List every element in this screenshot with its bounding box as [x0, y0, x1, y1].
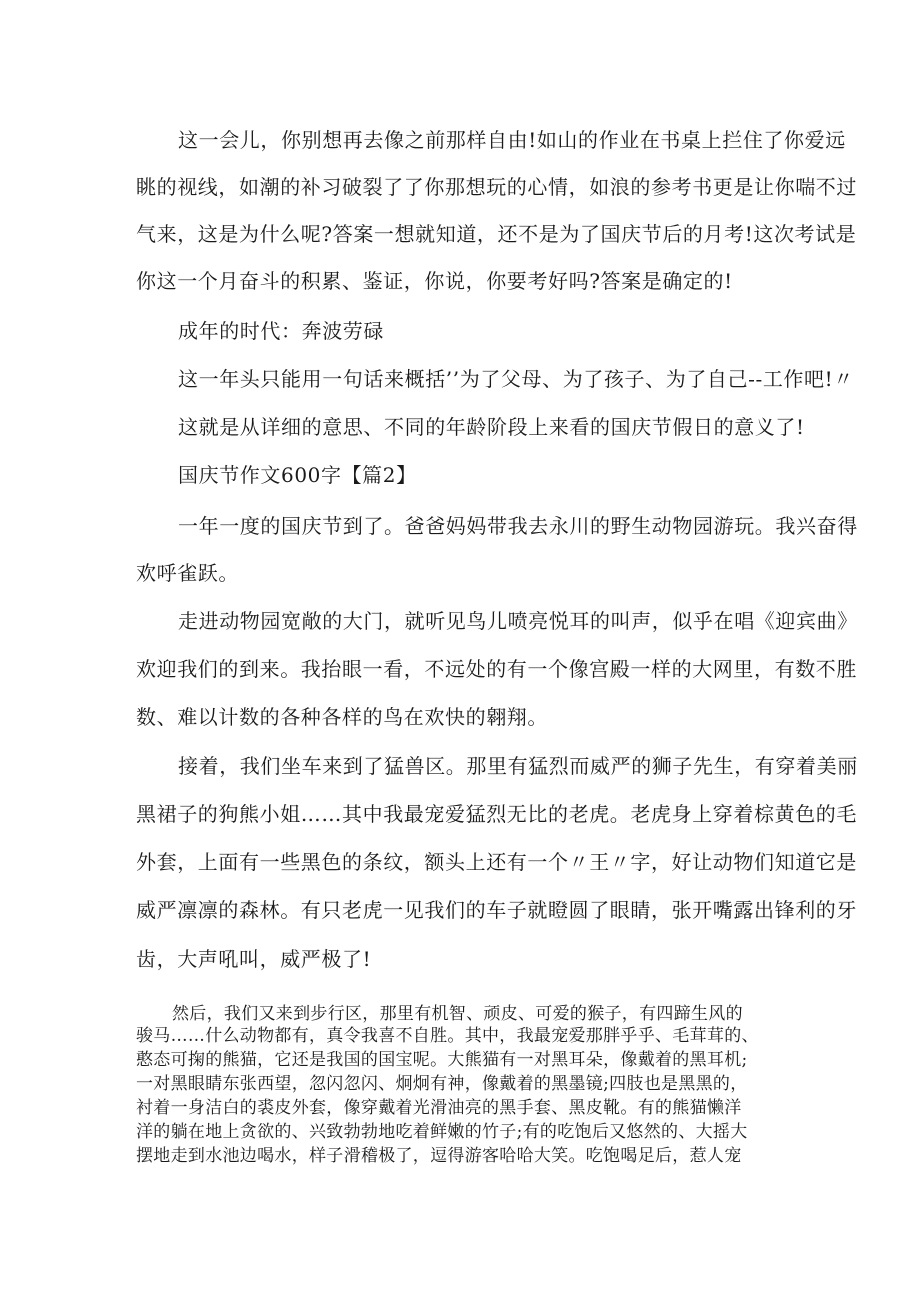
article-title: 国庆节作文600字【篇2】 [178, 463, 417, 487]
paragraph-line: 黑裙子的狗熊小姐……其中我最宠爱猛烈无比的老虎。老虎身上穿着棕黄色的毛 [136, 802, 857, 826]
paragraph-line: 这一会儿，你别想再去像之前那样自由!如山的作业在书桌上拦住了你爱远 [178, 128, 846, 152]
paragraph-line: 齿，大声吼叫，威严极了! [136, 947, 372, 971]
paragraph-line: 你这一个月奋斗的积累、鉴证，你说，你要考好吗?答案是确定的! [136, 269, 733, 293]
paragraph-line: 这一年头只能用一句话来概括’’为了父母、为了孩子、为了自己--工作吧!〃 [178, 367, 854, 391]
paragraph-line: 洋的躺在地上贪欲的、兴致勃勃地吃着鲜嫩的竹子;有的吃饱后又悠然的、大摇大 [136, 1122, 748, 1142]
paragraph-line: 走进动物园宽敞的大门，就听见鸟儿喷亮悦耳的叫声，似乎在唱《迎宾曲》 [178, 609, 858, 633]
paragraph-line: 这就是从详细的意思、不同的年龄阶段上来看的国庆节假日的意义了! [178, 415, 805, 439]
paragraph-line: 欢迎我们的到来。我抬眼一看，不远处的有一个像宫殿一样的大网里，有数不胜 [136, 657, 857, 681]
paragraph-line: 骏马……什么动物都有，真令我喜不自胜。其中，我最宠爱那胖乎乎、毛茸茸的、 [136, 1026, 759, 1046]
paragraph-line: 衬着一身洁白的裘皮外套，像穿戴着光滑油亮的黑手套、黑皮靴。有的熊猫懒洋 [136, 1098, 742, 1118]
paragraph-line: 数、难以计数的各种各样的鸟在欢快的翱翔。 [136, 705, 548, 729]
paragraph-line: 一年一度的国庆节到了。爸爸妈妈带我去永川的野生动物园游玩。我兴奋得 [178, 514, 858, 538]
section-heading: 成年的时代：奔波劳碌 [178, 319, 384, 343]
paragraph-line: 一对黑眼睛东张西望，忽闪忽闪、炯炯有神，像戴着的黑墨镜;四肢也是黑黑的， [136, 1074, 748, 1094]
paragraph-line: 接着，我们坐车来到了猛兽区。那里有猛烈而威严的狮子先生，有穿着美丽 [178, 754, 858, 778]
paragraph-line: 气来，这是为什么呢?答案一想就知道，还不是为了国庆节后的月考!这次考试是 [136, 222, 857, 246]
paragraph-line: 外套，上面有一些黑色的条纹，额头上还有一个〃王〃字，好让动物们知道它是 [136, 850, 857, 874]
paragraph-line: 眺的视线，如潮的补习破裂了了你那想玩的心情，如浪的参考书更是让你喘不过 [136, 175, 857, 199]
paragraph-line: 威严凛凛的森林。有只老虎一见我们的车子就瞪圆了眼睛，张开嘴露出锋利的牙 [136, 898, 857, 922]
paragraph-line: 然后，我们又来到步行区，那里有机智、顽皮、可爱的猴子，有四蹄生风的 [172, 1004, 743, 1024]
paragraph-line: 欢呼雀跃。 [136, 561, 239, 585]
paragraph-line: 憨态可掬的熊猫，它还是我国的国宝呢。大熊猫有一对黑耳朵，像戴着的黑耳机; [136, 1050, 748, 1070]
paragraph-line: 摆地走到水池边喝水，样子滑稽极了，逗得游客哈哈大笑。吃饱喝足后，惹人宠 [136, 1146, 742, 1166]
